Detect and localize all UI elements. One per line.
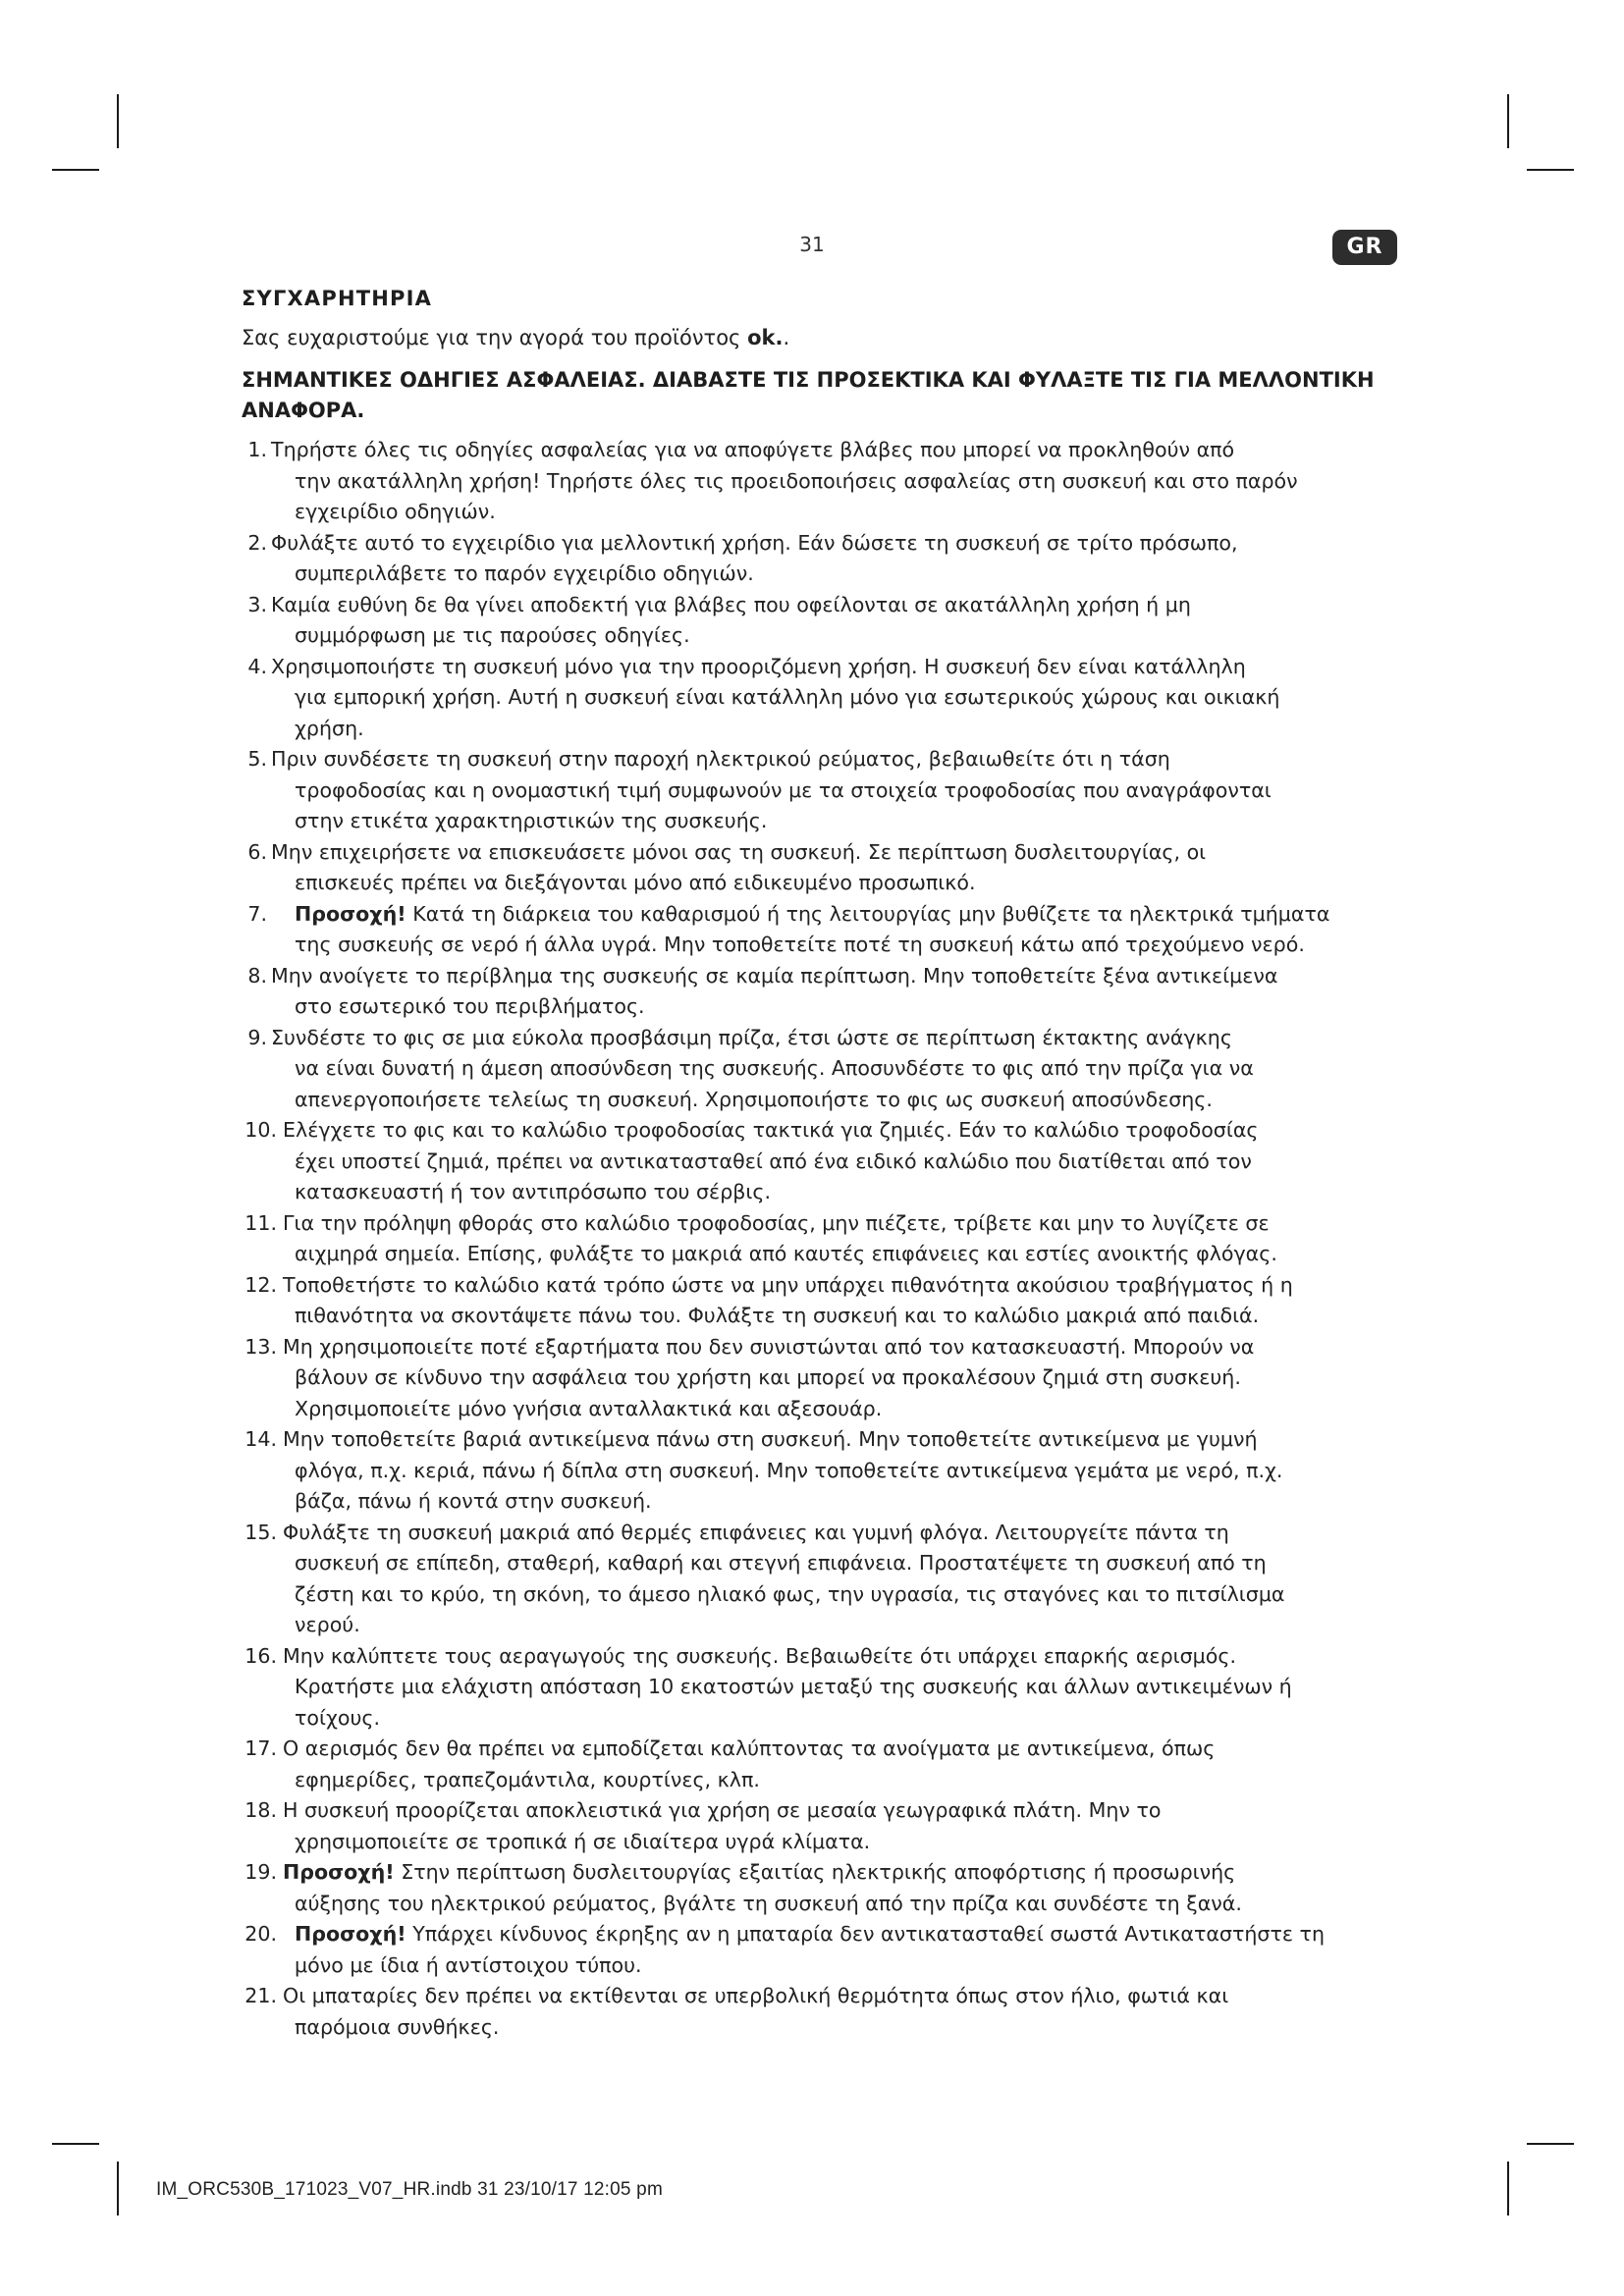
instruction-number: 17. [244,1736,277,1760]
instruction-line [283,1518,1400,1549]
page-number: 31 [799,233,825,256]
instruction-line: αιχμηρά σημεία. Επίσης, φυλάξτε το μακριά από καυτές επιφάνειες και εστίες ανοικτής φλόγας. [295,1242,1277,1265]
instruction-number: 9. [247,1025,267,1049]
instruction-number: 21. [244,1984,277,2007]
instruction-item [242,1981,1400,2043]
instruction-line [271,590,1400,621]
instruction-item [242,1424,1400,1518]
thanks-paragraph [242,324,1400,365]
instruction-text: Μην ανοίγετε το περίβλημα της συσκευής σε καμία περίπτωση. Μην τοποθετείτε ξένα αντικείμενα [271,963,1278,988]
instruction-text: Για την πρόληψη φθοράς στο καλώδιο τροφοδοσίας, μην πιέζετε, τρίβετε και μην το λυγίζετε σε [283,1210,1270,1235]
instruction-line: επισκευές πρέπει να διεξάγονται μόνο από ειδικευμένο προσωπικό. [295,871,976,894]
instruction-line: στην ετικέτα χαρακτηριστικών της συσκευής. [295,809,768,832]
instruction-line [295,1919,1400,1950]
instruction-line: εφημερίδες, τραπεζομάντιλα, κουρτίνες, κλπ. [295,1767,760,1791]
instruction-line [283,1981,1400,2012]
instruction-item [242,1641,1400,1735]
instruction-text: Τοποθετήστε το καλώδιο κατά τρόπο ώστε να μην υπάρχει πιθανότητα ακούσιου τραβήγματος ή η [283,1272,1293,1297]
instruction-line [271,652,1400,683]
instruction-item [242,1734,1400,1795]
instruction-number: 2. [247,530,267,555]
instruction-line [283,1115,1400,1147]
main-content [242,285,1400,2043]
instruction-item [242,1115,1400,1208]
language-badge: GR [1332,230,1397,265]
instruction-line: φλόγα, π.χ. κεριά, πάνω ή δίπλα στη συσκευή. Μην τοποθετείτε αντικείμενα γεμάτα με νερό, π.χ. [295,1458,1283,1482]
instruction-item [242,590,1400,652]
instruction-line: Χρησιμοποιείτε μόνο γνήσια ανταλλακτικά και αξεσουάρ. [295,1396,883,1420]
instruction-line [283,1641,1400,1673]
instruction-item [242,1518,1400,1641]
crop-mark-top-right-horizontal [1527,169,1574,171]
instruction-item [242,1857,1400,1919]
instruction-number: 3. [247,592,267,616]
instruction-line: βάζα, πάνω ή κοντά στην συσκευή. [295,1489,652,1513]
instruction-number: 18. [244,1798,277,1822]
crop-mark-top-left-vertical [117,94,119,148]
instruction-number: 19. [244,1860,277,1884]
instruction-line: νερού. [295,1613,360,1636]
instruction-line: παρόμοια συνθήκες. [295,2014,500,2039]
instruction-line: τοίχους. [295,1705,381,1730]
instruction-line: μόνο με ίδια ή αντίστοιχου τύπου. [295,1952,642,1977]
instruction-text: Κατά τη διάρκεια του καθαρισμού ή της λειτουργίας μην βυθίζετε τα ηλεκτρικά τμήματα [406,901,1330,926]
safety-heading [242,365,1400,426]
instruction-text: Μην τοποθετείτε βαριά αντικείμενα πάνω στη συσκευή. Μην τοποθετείτε αντικείμενα με γυμνή [283,1427,1258,1451]
instruction-text: Φυλάξτε αυτό το εγχειρίδιο για μελλοντική χρήση. Εάν δώσετε τη συσκευή σε τρίτο πρόσωπο, [271,530,1238,555]
instruction-number: 15. [244,1520,277,1544]
crop-mark-bottom-left-vertical [117,2162,119,2216]
instruction-number: 1. [247,438,267,461]
instruction-line: να είναι δυνατή η άμεση αποσύνδεση της συσκευής. Αποσυνδέστε το φις από την πρίζα για να [295,1056,1254,1080]
instruction-text: Μη χρησιμοποιείτε ποτέ εξαρτήματα που δεν συνιστώνται από τον κατασκευαστή. Μπορούν να [283,1334,1255,1359]
crop-mark-top-right-vertical [1507,94,1509,148]
instruction-item [242,1795,1400,1857]
instruction-line [283,1332,1400,1363]
instruction-line: την ακατάλληλη χρήση! Τηρήστε όλες τις προειδοποιήσεις ασφαλείας στη συσκευή και στο παρόν [295,468,1298,493]
instruction-line: στο εσωτερικό του περιβλήματος. [295,994,645,1018]
instruction-line: χρήση. [295,716,364,740]
instruction-line [271,1023,1400,1054]
instruction-line [283,1270,1400,1302]
instruction-item [242,837,1400,899]
instruction-line: πιθανότητα να σκοντάψετε πάνω του. Φυλάξτε τη συσκευή και το καλώδιο μακριά από παιδιά. [295,1304,1260,1327]
instruction-line [283,1795,1400,1827]
crop-mark-bottom-left-horizontal [52,2143,99,2145]
instruction-line [271,435,1400,466]
instruction-item [242,1919,1400,1981]
instruction-text: Η συσκευή προορίζεται αποκλειστικά για χρήση σε μεσαία γεωγραφικά πλάτη. Μην το [283,1798,1162,1822]
instruction-line [283,1208,1400,1240]
thanks-text: Σας ευχαριστούμε για την αγορά του προϊόντος [242,326,748,349]
safety-heading-text: ΣΗΜΑΝΤΙΚΕΣ ΟΔΗΓΙΕΣ ΑΣΦΑΛΕΙΑΣ. ΔΙΑΒΑΣΤΕ ΤΙΣ ΠΡΟΣΕΚΤΙΚΑ ΚΑΙ ΦΥΛΑΞΤΕ ΤΙΣ ΓΙΑ ΜΕΛΛΟΝΤΙΚΗ ΑΝΑΦΟΡΑ. [242,368,1375,422]
instruction-line: τροφοδοσίας και η ονομαστική τιμή συμφωνούν με τα στοιχεία τροφοδοσίας που αναγράφονται [295,777,1272,802]
instruction-number: 20. [244,1922,277,1946]
instruction-item [242,961,1400,1023]
instruction-line: έχει υποστεί ζημιά, πρέπει να αντικατασταθεί από ένα ειδικό καλώδιο που διατίθεται από τον [295,1148,1252,1173]
instruction-line [271,744,1400,775]
instruction-line: της συσκευής σε νερό ή άλλα υγρά. Μην τοποθετείτε ποτέ τη συσκευή κάτω από τρεχούμενο νερό. [295,933,1305,956]
instruction-number: 5. [247,747,267,771]
instruction-line: Κρατήστε μια ελάχιστη απόσταση 10 εκατοστών μεταξύ της συσκευής και άλλων αντικειμένων ή [295,1675,1292,1698]
instruction-line: κατασκευαστή ή τον αντιπρόσωπο του σέρβις. [295,1180,772,1203]
instruction-line: συμπεριλάβετε το παρόν εγχειρίδιο οδηγιών. [295,561,754,585]
instruction-text: Φυλάξτε τη συσκευή μακριά από θερμές επιφάνειες και γυμνή φλόγα. Λειτουργείτε πάντα τη [283,1520,1229,1544]
instruction-text: Μην επιχειρήσετε να επισκευάσετε μόνοι σας τη συσκευή. Σε περίπτωση δυσλειτουργίας, οι [271,839,1207,864]
instruction-line: συσκευή σε επίπεδη, σταθερή, καθαρή και στεγνή επιφάνεια. Προστατέψετε τη συσκευή από τη [295,1551,1267,1575]
instruction-item [242,744,1400,837]
crop-mark-bottom-right-horizontal [1527,2143,1574,2145]
print-footer: IM_ORC530B_171023_V07_HR.indb 31 23/10/17 12:05 pm [156,2179,663,2200]
instruction-item [242,899,1400,961]
instruction-text: Στην περίπτωση δυσλειτουργίας εξαιτίας ηλεκτρικής αποφόρτισης ή προσωρινής [394,1860,1236,1884]
instruction-line: απενεργοποιήσετε τελείως τη συσκευή. Χρησιμοποιήστε το φις ως συσκευή αποσύνδεσης. [295,1087,1213,1111]
instruction-line: χρησιμοποιείτε σε τροπικά ή σε ιδιαίτερα υγρά κλίματα. [295,1829,871,1853]
instruction-line [283,1857,1400,1889]
instruction-number: 14. [244,1427,277,1451]
instruction-text: Πριν συνδέσετε τη συσκευή στην παροχή ηλεκτρικού ρεύματος, βεβαιωθείτε ότι η τάση [271,747,1170,771]
instruction-text: Ο αερισμός δεν θα πρέπει να εμποδίζεται καλύπτοντας τα ανοίγματα με αντικείμενα, όπως [283,1736,1216,1760]
instruction-line [283,1424,1400,1456]
instruction-line [271,961,1400,992]
instruction-number: 8. [247,963,267,988]
instruction-line: για εμπορική χρήση. Αυτή η συσκευή είναι κατάλληλη μόνο για εσωτερικούς χώρους και οικιακή [295,685,1280,709]
crop-mark-bottom-right-vertical [1507,2162,1509,2216]
instruction-number: 4. [247,654,267,678]
instruction-item [242,1208,1400,1270]
instruction-item [242,1270,1400,1332]
warning-label: Προσοχή! [295,901,406,926]
instruction-item [242,652,1400,745]
instruction-number: 11. [244,1210,277,1235]
safety-instructions-list [242,435,1400,2043]
instruction-item [242,435,1400,528]
instruction-text: Οι μπαταρίες δεν πρέπει να εκτίθενται σε υπερβολική θερμότητα όπως στον ήλιο, φωτιά και [283,1984,1229,2007]
instruction-item [242,1023,1400,1116]
instruction-number: 10. [244,1118,277,1142]
instruction-line [283,1734,1400,1765]
instruction-text: Καμία ευθύνη δε θα γίνει αποδεκτή για βλάβες που οφείλονται σε ακατάλληλη χρήση ή μη [271,592,1191,616]
instruction-number: 13. [244,1334,277,1359]
instruction-number: 16. [244,1643,277,1668]
instruction-text: Ελέγχετε το φις και το καλώδιο τροφοδοσίας τακτικά για ζημιές. Εάν το καλώδιο τροφοδοσίας [283,1118,1259,1142]
instruction-text: Μην καλύπτετε τους αεραγωγούς της συσκευής. Βεβαιωθείτε ότι υπάρχει επαρκής αερισμός. [283,1643,1236,1668]
instruction-line [295,899,1400,931]
brand-name: ok. [747,326,784,349]
warning-label: Προσοχή! [283,1860,395,1884]
congrats-heading: ΣΥΓΧΑΡΗΤΗΡΙΑ [242,287,433,310]
crop-mark-top-left-horizontal [52,169,99,171]
instruction-number: 12. [244,1272,277,1297]
instruction-line: ζέστη και το κρύο, τη σκόνη, το άμεσο ηλιακό φως, την υγρασία, τις σταγόνες και το πιτσίλισμα [295,1581,1285,1606]
instruction-number: 6. [247,839,267,864]
instruction-line: συμμόρφωση με τις παρούσες οδηγίες. [295,623,690,647]
instruction-line: εγχειρίδιο οδηγιών. [295,500,496,523]
instruction-line: αύξησης του ηλεκτρικού ρεύματος, βγάλτε τη συσκευή από την πρίζα και συνδέστε τη ξανά. [295,1891,1242,1915]
thanks-end: . [783,326,790,349]
instruction-text: Χρησιμοποιήστε τη συσκευή μόνο για την προοριζόμενη χρήση. Η συσκευή δεν είναι κατάλληλη [271,654,1246,678]
warning-label: Προσοχή! [295,1922,406,1946]
instruction-text: Υπάρχει κίνδυνος έκρηξης αν η μπαταρία δεν αντικατασταθεί σωστά Αντικαταστήστε τη [406,1922,1326,1946]
instruction-line [271,837,1400,869]
instruction-item [242,1332,1400,1425]
instruction-number: 7. [247,901,267,926]
instruction-text: Τηρήστε όλες τις οδηγίες ασφαλείας για να αποφύγετε βλάβες που μπορεί να προκληθούν από [271,438,1235,461]
instruction-item [242,528,1400,590]
instruction-line: βάλουν σε κίνδυνο την ασφάλεια του χρήστη και μπορεί να προκαλέσουν ζημιά στη συσκευή. [295,1365,1241,1389]
instruction-text: Συνδέστε το φις σε μια εύκολα προσβάσιμη πρίζα, έτσι ώστε σε περίπτωση έκτακτης ανάγκης [271,1025,1232,1049]
instruction-line [271,528,1400,560]
